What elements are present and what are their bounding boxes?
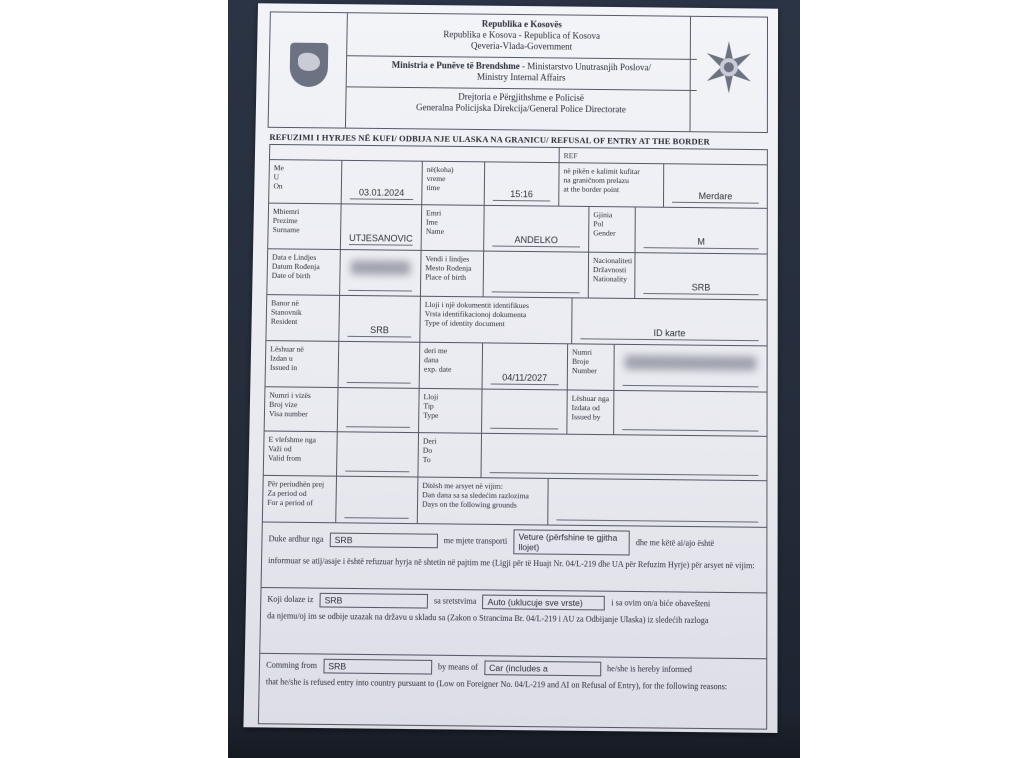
police-star-icon [699, 37, 759, 98]
directorate-other: Generalna Policijska Direkcija/General Police Directorate [416, 102, 626, 115]
doc-type-field[interactable] [572, 298, 766, 345]
name-label: Emri Ime Name [422, 205, 485, 250]
nationality-value: SRB [691, 282, 711, 293]
redacted-number [625, 355, 757, 371]
gender-label: Gjinia Pol Gender [589, 207, 636, 252]
valid-to-field[interactable] [482, 434, 767, 480]
ref-field[interactable] [560, 148, 767, 164]
transport-label-sr: sa sretstvima [433, 596, 477, 606]
border-point-value: Merdare [698, 190, 733, 202]
border-point-field[interactable] [664, 164, 767, 208]
informed-tail-sq: dhe me këtë ai/ajo është [635, 537, 715, 549]
time-label: në(koha) vreme time [422, 162, 485, 205]
coming-from-input-sr[interactable]: SRB [319, 593, 428, 609]
visa-number-label: Numri i vizës Broj vize Visa number [265, 387, 339, 431]
nationality-label: Nacionaliteti Državnosti Nationality [589, 253, 636, 298]
surname-field[interactable] [341, 204, 422, 250]
valid-to-label: Deri Do To [418, 433, 482, 477]
period-label: Për periudhën prej Za period od For a period of [263, 476, 337, 522]
header-text [355, 17, 687, 116]
visa-issued-field[interactable] [614, 391, 766, 436]
pob-field[interactable] [484, 252, 589, 298]
gender-field[interactable] [636, 207, 767, 253]
section-serbian [260, 588, 766, 658]
dob-field[interactable] [340, 250, 421, 296]
period-field[interactable] [336, 477, 418, 523]
dob-label: Data e Lindjes Datum Rođenja Date of birth [267, 249, 341, 295]
ref-label: REF [563, 151, 578, 161]
surname-label: Mbiemri Prezime Surname [268, 204, 341, 249]
coat-of-arms-icon [289, 43, 328, 88]
nationality-field[interactable] [635, 253, 766, 299]
ministry-serbian: - Ministarstvo Unutrasnjih Poslova/ [519, 61, 652, 73]
issued-in-label: Lëshuar në Izdan u Issued in [266, 341, 340, 387]
name-value: ANDELKO [514, 234, 558, 246]
date-value: 03.01.2024 [358, 187, 405, 198]
exp-date-field[interactable] [483, 343, 569, 389]
ministry-albanian: Ministria e Punëve të Brendshme [391, 59, 520, 72]
issued-in-field[interactable] [339, 342, 421, 388]
coming-from-label-sr: Koji dolaze iz [267, 594, 314, 605]
informed-tail-en: he/she is hereby informed [607, 663, 693, 675]
time-value: 15:16 [510, 188, 533, 200]
transport-input-sr[interactable]: Auto (uklucuje sve vrste) [482, 595, 605, 611]
grounds-field[interactable] [548, 479, 766, 527]
redacted-dob [351, 260, 411, 275]
resident-label: Banor në Stanovnik Resident [266, 295, 340, 341]
exp-date-label: deri me dana exp. date [420, 343, 483, 389]
republic-subtitle: Republika e Kosova - Republica of Kosova [443, 29, 601, 41]
visa-number-field[interactable] [338, 388, 420, 432]
transport-input-en[interactable]: Car (includes a [484, 660, 601, 676]
number-field[interactable] [614, 345, 766, 392]
coming-from-label-en: Comming from [266, 660, 318, 671]
gender-value: M [697, 236, 705, 247]
form-title: REFUZIMI I HYRJES NË KUFI/ ODBIJA NJE ULASKA NA GRANICU/ REFUSAL OF ENTRY AT THE BORDER [269, 131, 710, 147]
kosovo-coat-of-arms [269, 12, 348, 127]
section-albanian [262, 523, 767, 593]
pob-label: Vendi i lindjes Mesto Rođenja Place of birth [421, 251, 484, 296]
government-line: Qeveria-Vlada-Government [470, 40, 573, 52]
valid-from-field[interactable] [337, 432, 419, 476]
legal-text-sr: da njemu/oj im se odbije uzazak na državu u skladu sa (Zakon o Strancima Br. 04/L-219 i AU za Odbijanje Ulaska) iz sledećih razloga [267, 611, 709, 626]
transport-input-sq[interactable]: Veture (përfshine te gjitha llojet) [513, 529, 629, 555]
valid-from-label: E vlefshme nga Važi od Valid from [264, 432, 338, 476]
refusal-of-entry-document [243, 3, 778, 733]
section-english [259, 654, 766, 729]
informed-tail-sr: i sa ovim on/a biće obavešteni [611, 598, 711, 609]
visa-type-label: Lloji Tip Type [419, 389, 482, 433]
refusal-form [258, 144, 768, 730]
ministry-english: Ministry Internal Affairs [476, 71, 566, 83]
police-emblem [690, 17, 767, 132]
visa-issued-label: Lëshuar nga Izdata od Issued by [567, 390, 614, 434]
name-field[interactable] [484, 206, 589, 252]
exp-date-value: 04/11/2027 [502, 372, 548, 384]
doc-type-label: Lloji i një dokumentit identifikues Vrsta identifikacionoj dokumenta Type of identity document [420, 297, 572, 344]
transport-label-sq: me mjete transporti [443, 535, 508, 546]
transport-label-en: by means of [437, 662, 478, 672]
resident-value: SRB [370, 324, 389, 336]
resident-field[interactable] [339, 296, 421, 342]
date-field[interactable] [342, 161, 423, 204]
legal-text-sq: informuar se atij/asaje i është refuzuar hyrja në shtetin në pajtim me (Ligji për të Huajt Nr. 04/L-219 dhe UA për Refuzim Hyrje) për arsyet në vijim: [268, 555, 755, 571]
grounds-label: Ditësh me arsyet në vijim: Dan dana sa sa sledećim razlozima Days on the following grounds [418, 478, 549, 525]
coming-from-label-sq: Duke ardhur nga [268, 533, 324, 544]
coming-from-input-sq[interactable]: SRB [329, 533, 437, 549]
coming-from-input-en[interactable]: SRB [323, 659, 432, 675]
surname-value: UTJESANOVIC [349, 232, 413, 244]
border-point-label: në pikën e kalimit kufitar na graničnom prelazu at the border point [559, 163, 664, 207]
document-header [268, 11, 768, 133]
directorate-albanian: Drejtoria e Përgjithshme e Policisë [458, 91, 584, 103]
visa-type-field[interactable] [482, 390, 568, 434]
time-field[interactable] [485, 162, 560, 205]
doc-type-value: ID karte [653, 327, 686, 339]
legal-text-en: that he/she is refused entry into country pursuant to (Low on Foreigner No. 04/L-219 and AI on Refusal of Entry), for the following reasons: [265, 677, 728, 692]
number-label: Numri Broje Number [568, 344, 615, 390]
on-label: Me U On [269, 160, 342, 203]
republic-title: Republika e Kosovës [481, 18, 562, 30]
